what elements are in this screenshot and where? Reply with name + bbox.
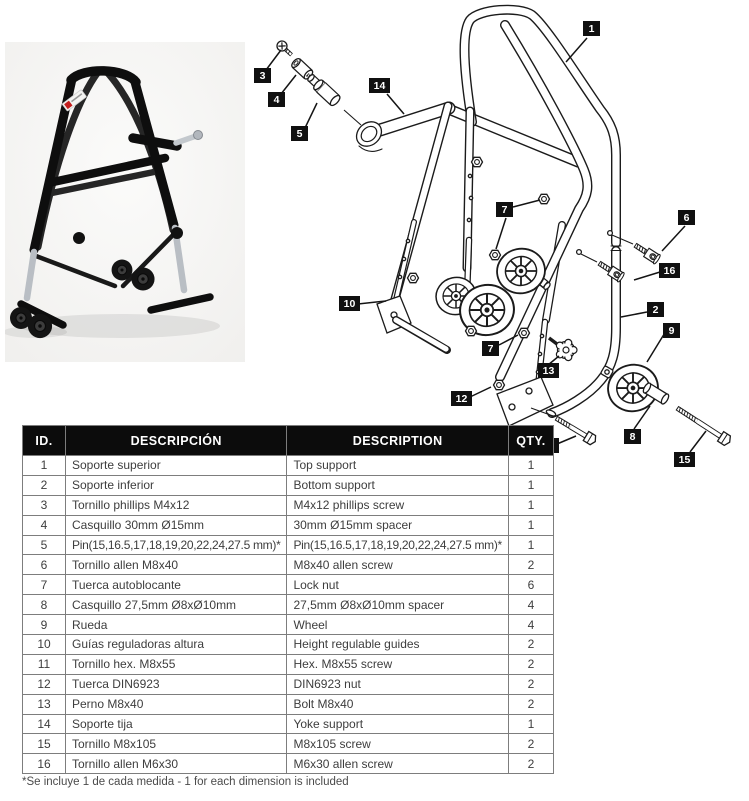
description-cell: Lock nut [287, 575, 508, 595]
descripcion-cell: Soporte superior [66, 456, 287, 476]
part-id-cell: 4 [23, 515, 66, 535]
qty-cell: 1 [508, 515, 553, 535]
part-id-cell: 3 [23, 495, 66, 515]
callout-7-upper [496, 200, 540, 249]
qty-cell: 1 [508, 475, 553, 495]
header-qty: QTY. [508, 426, 553, 456]
part-id-cell: 12 [23, 674, 66, 694]
table-row [23, 615, 554, 635]
descripcion-cell: Tuerca autoblocante [66, 575, 287, 595]
table-row [23, 674, 554, 694]
callout-5 [291, 103, 317, 141]
callout-6 [662, 210, 695, 251]
svg-text:7: 7 [487, 343, 494, 355]
table-row [23, 515, 554, 535]
pivot-bracket [497, 377, 553, 426]
pin-part [303, 70, 341, 107]
part-id-cell: 1 [23, 456, 66, 476]
table-row [23, 635, 554, 655]
phillips-screw-part [275, 39, 295, 59]
description-cell: Bottom support [287, 475, 508, 495]
table-row [23, 475, 554, 495]
description-cell: Height regulable guides [287, 635, 508, 655]
description-cell: Yoke support [287, 714, 508, 734]
callout-16 [634, 263, 680, 280]
descripcion-cell: Soporte inferior [66, 475, 287, 495]
descripcion-cell: Tornillo allen M6x30 [66, 754, 287, 774]
header-id: ID. [23, 426, 66, 456]
qty-cell: 2 [508, 734, 553, 754]
description-cell: 30mm Ø15mm spacer [287, 515, 508, 535]
din6923-nut-part [494, 380, 505, 389]
svg-text:8: 8 [629, 431, 636, 443]
table-row [23, 654, 554, 674]
qty-cell: 1 [508, 714, 553, 734]
qty-cell: 1 [508, 495, 553, 515]
descripcion-cell: Tornillo M8x105 [66, 734, 287, 754]
table-row [23, 754, 554, 774]
footnote: *Se incluye 1 de cada medida - 1 for each dimension is included [22, 776, 349, 788]
exploded-diagram [245, 0, 749, 480]
callout-12 [451, 387, 491, 406]
qty-cell: 6 [508, 575, 553, 595]
qty-cell: 2 [508, 635, 553, 655]
svg-text:7: 7 [501, 204, 508, 216]
header-descripcion: DESCRIPCIÓN [66, 426, 287, 456]
descripcion-cell: Pin(15,16.5,17,18,19,20,22,24,27.5 mm)* [66, 535, 287, 555]
svg-text:16: 16 [663, 265, 676, 277]
svg-text:10: 10 [343, 298, 356, 310]
description-cell: Bolt M8x40 [287, 694, 508, 714]
callout-15 [674, 431, 706, 467]
parts-table [22, 425, 554, 774]
qty-cell: 1 [508, 456, 553, 476]
description-cell: DIN6923 nut [287, 674, 508, 694]
svg-text:14: 14 [373, 80, 386, 92]
callout-3 [254, 50, 281, 83]
product-photo [5, 42, 245, 362]
description-cell: M8x40 allen screw [287, 555, 508, 575]
callout-2 [621, 302, 664, 317]
callout-4 [268, 75, 296, 107]
part-id-cell: 13 [23, 694, 66, 714]
description-cell: 27,5mm Ø8xØ10mm spacer [287, 595, 508, 615]
knob-bolt-part [549, 338, 577, 361]
table-row [23, 535, 554, 555]
svg-text:2: 2 [652, 304, 659, 316]
callout-14 [369, 78, 404, 114]
qty-cell: 1 [508, 535, 553, 555]
table-row [23, 694, 554, 714]
description-cell: M4x12 phillips screw [287, 495, 508, 515]
part-id-cell: 6 [23, 555, 66, 575]
descripcion-cell: Soporte tija [66, 714, 287, 734]
hex-bolt-m8x105-part [674, 403, 733, 447]
description-cell: Wheel [287, 615, 508, 635]
descripcion-cell: Casquillo 27,5mm Ø8xØ10mm [66, 595, 287, 615]
part-id-cell: 16 [23, 754, 66, 774]
table-row [23, 555, 554, 575]
description-cell: Top support [287, 456, 508, 476]
table-row [23, 495, 554, 515]
descripcion-cell: Guías reguladoras altura [66, 635, 287, 655]
svg-text:5: 5 [296, 128, 303, 140]
descripcion-cell: Tornillo allen M8x40 [66, 555, 287, 575]
descripcion-cell: Tornillo hex. M8x55 [66, 654, 287, 674]
qty-cell: 4 [508, 595, 553, 615]
table-header-row [23, 426, 554, 456]
svg-text:9: 9 [668, 325, 675, 337]
qty-cell: 2 [508, 754, 553, 774]
callout-9 [647, 323, 680, 362]
description-cell: Pin(15,16.5,17,18,19,20,22,24,27.5 mm)* [287, 535, 508, 555]
svg-text:12: 12 [455, 393, 468, 405]
description-cell: M6x30 allen screw [287, 754, 508, 774]
part-id-cell: 10 [23, 635, 66, 655]
description-cell: Hex. M8x55 screw [287, 654, 508, 674]
svg-text:6: 6 [683, 212, 690, 224]
svg-text:13: 13 [542, 365, 555, 377]
header-description: DESCRIPTION [287, 426, 508, 456]
table-row [23, 595, 554, 615]
part-id-cell: 8 [23, 595, 66, 615]
part-id-cell: 2 [23, 475, 66, 495]
parts-table-body [23, 456, 554, 774]
svg-text:3: 3 [259, 70, 266, 82]
svg-text:1: 1 [588, 23, 595, 35]
part-id-cell: 7 [23, 575, 66, 595]
qty-cell: 2 [508, 674, 553, 694]
descripcion-cell: Tuerca DIN6923 [66, 674, 287, 694]
part-id-cell: 9 [23, 615, 66, 635]
part-id-cell: 5 [23, 535, 66, 555]
table-row [23, 575, 554, 595]
part-id-cell: 15 [23, 734, 66, 754]
descripcion-cell: Rueda [66, 615, 287, 635]
svg-text:4: 4 [273, 94, 280, 106]
part-id-cell: 14 [23, 714, 66, 734]
table-row [23, 456, 554, 476]
callout-1 [566, 21, 600, 62]
pin-axis-line [344, 110, 361, 125]
description-cell: M8x105 screw [287, 734, 508, 754]
table-row [23, 734, 554, 754]
descripcion-cell: Perno M8x40 [66, 694, 287, 714]
qty-cell: 2 [508, 654, 553, 674]
qty-cell: 2 [508, 555, 553, 575]
descripcion-cell: Casquillo 30mm Ø15mm [66, 515, 287, 535]
svg-text:15: 15 [678, 454, 691, 466]
part-id-cell: 11 [23, 654, 66, 674]
table-row [23, 714, 554, 734]
qty-cell: 4 [508, 615, 553, 635]
qty-cell: 2 [508, 694, 553, 714]
descripcion-cell: Tornillo phillips M4x12 [66, 495, 287, 515]
